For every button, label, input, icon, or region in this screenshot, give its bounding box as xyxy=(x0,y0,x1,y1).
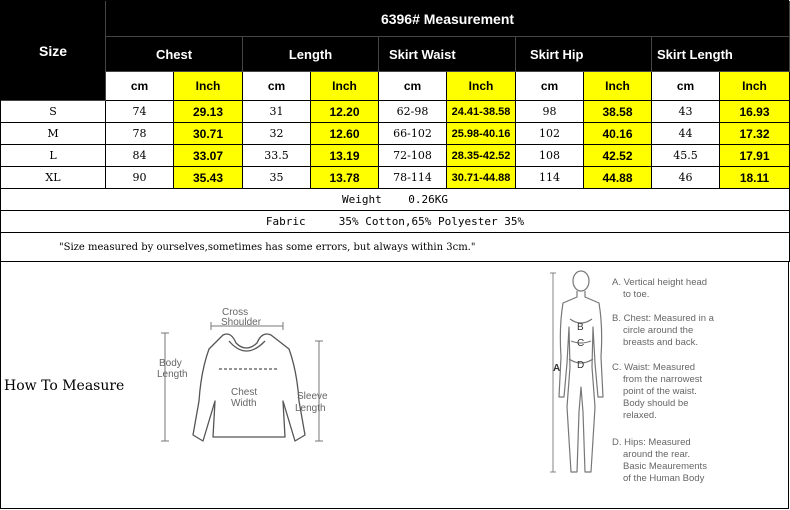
table-cell: 16.93 xyxy=(720,101,790,123)
unit-header: Inch xyxy=(584,72,652,101)
definition-c-line: from the narrowest xyxy=(623,374,703,385)
definition-b-line: breasts and back. xyxy=(623,337,698,348)
definition-b-line: B. Chest: Measured in a xyxy=(612,313,714,324)
table-cell: 90 xyxy=(106,167,174,189)
unit-header: cm xyxy=(106,72,174,101)
table-cell: 17.91 xyxy=(720,145,790,167)
definition-d-line: around the rear. xyxy=(623,449,691,460)
table-cell: 30.71-44.88 xyxy=(447,167,516,189)
unit-header: cm xyxy=(652,72,720,101)
table-cell: 35.43 xyxy=(174,167,243,189)
unit-header: cm xyxy=(379,72,447,101)
marker-b: B xyxy=(577,322,584,333)
label-body-length-1: Body xyxy=(159,358,182,369)
definition-d-line: Basic Meaurements xyxy=(623,461,707,472)
definition-a-line: A. Vertical height head xyxy=(612,277,708,288)
table-cell: 38.58 xyxy=(584,101,652,123)
definition-c-line: Body should be xyxy=(623,398,689,409)
unit-header: cm xyxy=(243,72,311,101)
table-cell: 13.19 xyxy=(311,145,379,167)
definition-a-line: to toe. xyxy=(623,289,650,300)
marker-d: D xyxy=(577,360,585,371)
label-cross-shoulder-2: Shoulder xyxy=(221,317,262,328)
table-cell: 32 xyxy=(243,123,311,145)
table-cell: 17.32 xyxy=(720,123,790,145)
table-cell: 33.07 xyxy=(174,145,243,167)
table-cell: 43 xyxy=(652,101,720,123)
table-cell: 42.52 xyxy=(584,145,652,167)
table-cell: 62-98 xyxy=(379,101,447,123)
label-chest-width-2: Width xyxy=(231,398,257,409)
label-body-length-2: Length xyxy=(157,369,188,380)
unit-header: cm xyxy=(516,72,584,101)
group-header-skirt-hip: Skirt Hip xyxy=(516,37,652,72)
table-cell: 31 xyxy=(243,101,311,123)
table-cell: 35 xyxy=(243,167,311,189)
label-cross-shoulder-1: Cross xyxy=(222,307,249,318)
table-cell: 78-114 xyxy=(379,167,447,189)
table-cell: 12.20 xyxy=(311,101,379,123)
table-cell: 30.71 xyxy=(174,123,243,145)
size-header-label: Size xyxy=(38,42,67,59)
size-header xyxy=(1,1,106,101)
label-sleeve-length-2: Length xyxy=(295,403,326,414)
table-cell: 18.11 xyxy=(720,167,790,189)
group-header-skirt-length: Skirt Length xyxy=(652,37,790,72)
table-cell: 44 xyxy=(652,123,720,145)
group-header-chest: Chest xyxy=(106,37,243,72)
table-cell: 28.35-42.52 xyxy=(447,145,516,167)
chart-title xyxy=(106,1,790,37)
label-sleeve-length-1: Sleeve xyxy=(297,391,328,402)
definition-d-line: of the Human Body xyxy=(623,473,705,484)
table-cell: 25.98-40.16 xyxy=(447,123,516,145)
unit-header: Inch xyxy=(174,72,243,101)
definition-c-line: point of the waist. xyxy=(623,386,697,397)
table-cell: 108 xyxy=(516,145,584,167)
table-row-size: M xyxy=(1,123,106,145)
table-cell: 45.5 xyxy=(652,145,720,167)
weight-row: Weight 0.26KG xyxy=(1,189,790,211)
definition-c-line: relaxed. xyxy=(623,410,657,421)
definition-c-line: C. Waist: Measured xyxy=(612,362,696,373)
unit-header: Inch xyxy=(311,72,379,101)
table-cell: 84 xyxy=(106,145,174,167)
how-to-measure-heading: How To Measure xyxy=(4,378,125,394)
fabric-row: Fabric 35% Cotton,65% Polyester 35% xyxy=(1,211,790,233)
label-chest-width-1: Chest xyxy=(231,387,258,398)
table-cell: 66-102 xyxy=(379,123,447,145)
table-cell: 12.60 xyxy=(311,123,379,145)
group-header-length: Length xyxy=(243,37,379,72)
table-cell: 24.41-38.58 xyxy=(447,101,516,123)
shirt-measure-diagram xyxy=(151,301,341,453)
table-cell: 114 xyxy=(516,167,584,189)
table-cell: 102 xyxy=(516,123,584,145)
table-cell: 46 xyxy=(652,167,720,189)
table-row-size: XL xyxy=(1,167,106,189)
table-cell: 74 xyxy=(106,101,174,123)
definition-b-line: circle around the xyxy=(623,325,694,336)
table-row-size: L xyxy=(1,145,106,167)
table-cell: 13.78 xyxy=(311,167,379,189)
group-header-skirt-waist: Skirt Waist xyxy=(379,37,516,72)
table-row-size: S xyxy=(1,101,106,123)
measurement-note: "Size measured by ourselves,sometimes has some errors, but always within 3cm." xyxy=(1,233,790,262)
measurement-definitions xyxy=(609,271,739,493)
table-cell: 33.5 xyxy=(243,145,311,167)
unit-header: Inch xyxy=(720,72,790,101)
unit-header: Inch xyxy=(447,72,516,101)
table-cell: 29.13 xyxy=(174,101,243,123)
marker-c: C xyxy=(577,338,585,349)
table-cell: 72-108 xyxy=(379,145,447,167)
table-cell: 98 xyxy=(516,101,584,123)
table-cell: 40.16 xyxy=(584,123,652,145)
chart-title-text: 6396# Measurement xyxy=(380,10,515,27)
marker-a: A xyxy=(553,363,561,374)
table-cell: 78 xyxy=(106,123,174,145)
table-cell: 44.88 xyxy=(584,167,652,189)
definition-d-line: D. Hips: Measured xyxy=(612,437,691,448)
